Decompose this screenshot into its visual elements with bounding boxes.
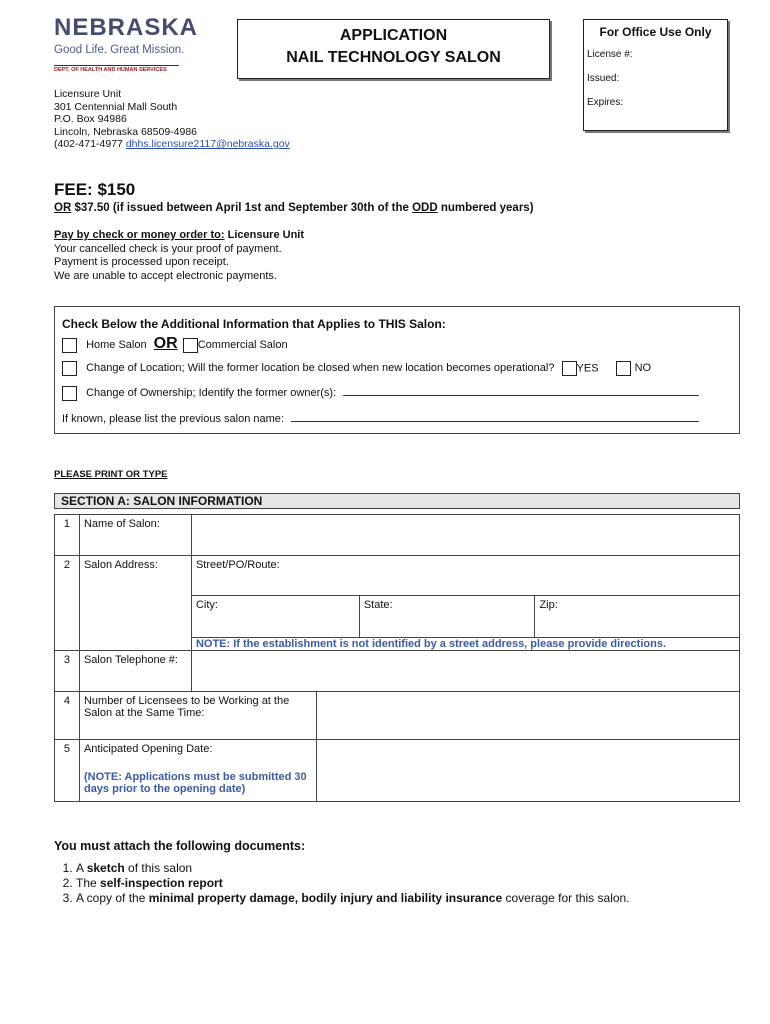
attach-item3-pre: A copy of the [76,891,149,905]
yes-checkbox[interactable] [562,361,577,376]
home-salon-checkbox[interactable] [62,338,77,353]
table-row [55,692,740,740]
commercial-salon-label: Commercial Salon [197,339,288,351]
attach-ordered-list [54,861,744,906]
title-line2: NAIL TECHNOLOGY SALON [286,49,501,66]
payment-info [54,229,304,283]
attach-item3-bold: minimal property damage, bodily injury and liability insurance [148,891,503,905]
yes-label: YES [576,362,599,375]
row-number: 2 [55,556,80,651]
office-use-title: For Office Use Only [599,25,712,39]
print-notice: PLEASE PRINT OR TYPE [54,469,168,480]
previous-name-label: If known, please list the previous salon name: [62,413,284,425]
logo-dept: DEPT. OF HEALTH AND HUMAN SERVICES [54,66,167,73]
list-item [76,876,744,891]
address-line4: Lincoln, Nebraska 68509-4986 [54,125,198,138]
salon-type-or: OR [153,335,178,352]
attach-list [54,861,744,906]
zip-input[interactable] [535,596,740,638]
payment-line3: We are unable to accept electronic payments. [54,269,277,282]
logo [54,16,214,73]
payment-label: Pay by check or money order to: [54,229,225,241]
street-label: Street/PO/Route: [195,559,280,571]
row-number: 5 [55,740,80,802]
address-contact [54,138,290,151]
table-row [55,556,740,596]
office-expires: Expires: [587,97,624,108]
fee-or: OR [54,202,72,214]
office-license: License #: [587,49,633,60]
logo-rule [54,65,179,66]
no-checkbox[interactable] [616,361,631,376]
address-line2: 301 Centennial Mall South [54,100,178,113]
change-owner-row [62,385,732,401]
table-row [55,651,740,692]
salon-info-table [54,514,740,802]
list-item [76,891,744,906]
additional-info-box [54,306,740,434]
payment-line1: Your cancelled check is your proof of payment. [54,242,282,255]
licensees-input[interactable] [316,692,739,740]
attach-item2-bold: self-inspection report [100,876,223,890]
attach-heading: You must attach the following documents: [54,839,306,853]
state-label: State: [363,599,393,611]
table-row [55,515,740,556]
city-label: City: [195,599,218,611]
agency-address [54,88,290,151]
salon-address-label: Salon Address: [79,556,191,651]
city-input[interactable] [191,596,359,638]
title-box [237,19,550,79]
office-issued: Issued: [587,73,620,84]
salon-name-input[interactable] [191,515,739,556]
commercial-salon-checkbox[interactable] [183,338,198,353]
licensees-label: Number of Licensees to be Working at the Salon at the Same Time: [79,692,316,740]
opening-date-label: Anticipated Opening Date: [83,743,213,755]
fee-odd: ODD [412,202,438,214]
street-input[interactable] [191,556,739,596]
title-line1: APPLICATION [339,27,448,44]
former-owner-input[interactable] [343,385,699,396]
table-row [55,740,740,802]
logo-word: NEBRASKA [54,14,199,41]
attach-item1-bold: sketch [86,861,125,875]
email-link[interactable]: dhhs.licensure2117@nebraska.gov [125,138,290,150]
address-line3: P.O. Box 94986 [54,113,127,125]
change-location-checkbox[interactable] [62,361,77,376]
fee-alternative [54,202,534,214]
opening-date-input[interactable] [316,740,739,802]
salon-phone-input[interactable] [191,651,739,692]
attach-item1-pre: A [76,861,87,875]
attach-item1-post: of this salon [124,861,193,875]
row-number: 1 [55,515,80,556]
salon-phone-label: Salon Telephone #: [79,651,191,692]
row-number: 4 [55,692,80,740]
state-input[interactable] [359,596,535,638]
salon-name-label: Name of Salon: [79,515,191,556]
phone-number: (402-471-4977 [54,138,123,150]
opening-note: (NOTE: Applications must be submitted 30 days prior to the opening date) [83,771,307,795]
row-number: 3 [55,651,80,692]
office-use-box [583,19,728,131]
fee-alt-prefix: $37.50 (if issued between April 1st and September 30th of the [71,202,413,214]
salon-type-row [62,335,288,353]
fee-main: FEE: $150 [54,180,136,199]
home-salon-label: Home Salon [86,339,147,351]
attach-item2-pre: The [76,876,101,890]
payment-label-row [54,229,304,243]
list-item [76,861,744,876]
attach-item3-post: coverage for this salon. [502,891,630,905]
change-owner-checkbox[interactable] [62,386,77,401]
additional-heading: Check Below the Additional Information that Applies to THIS Salon: [62,317,446,331]
change-location-label: Change of Location; Will the former location be closed when new location becomes operational? [86,362,555,375]
section-a-header: SECTION A: SALON INFORMATION [54,493,740,509]
address-note: NOTE: If the establishment is not identified by a street address, please provide directions. [191,638,739,651]
opening-date-cell [79,740,316,802]
fee-alt-suffix: numbered years) [437,202,534,214]
previous-name-row [62,411,699,425]
change-owner-label: Change of Ownership; Identify the former owner(s): [86,387,337,399]
payment-line2: Payment is processed upon receipt. [54,256,229,268]
logo-tagline: Good Life. Great Mission. [54,44,185,56]
address-line1: Licensure Unit [54,88,122,100]
payment-payee: Licensure Unit [224,229,305,241]
change-location-row [62,361,651,376]
no-label: NO [634,362,652,375]
zip-label: Zip: [539,599,558,611]
previous-name-input[interactable] [291,411,699,422]
